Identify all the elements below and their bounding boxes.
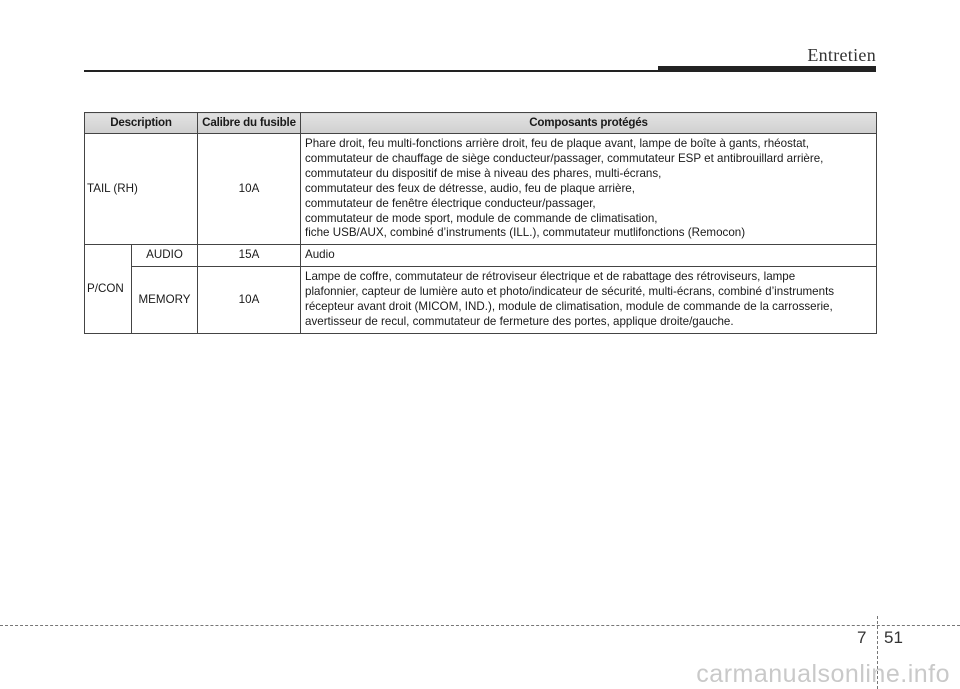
fuse-sub-description: MEMORY (132, 267, 198, 334)
header-fuse-rating: Calibre du fusible (198, 113, 301, 134)
page-number: 51 (884, 628, 903, 647)
component-line: fiche USB/AUX, combiné d’instruments (ILL.), commutateur mutlifonctions (Remocon) (305, 226, 746, 240)
fuse-sub-description: AUDIO (132, 245, 198, 267)
component-line: commutateur de fenêtre électrique conducteur/passager, (305, 196, 596, 210)
watermark: carmanualsonline.info (696, 660, 950, 688)
protected-components (301, 134, 877, 245)
header-rule-accent (658, 66, 876, 72)
table-row (85, 134, 877, 245)
component-line: Phare droit, feu multi-fonctions arrière droit, feu de plaque avant, lampe de boîte à gants, rhéostat, (305, 137, 809, 150)
protected-components (301, 267, 877, 334)
fuse-description: TAIL (RH) (85, 134, 198, 245)
fuse-rating: 15A (198, 245, 301, 267)
component-line: récepteur avant droit (MICOM, IND.), module de climatisation, module de commande de la carrosserie, (305, 300, 833, 314)
table-row (85, 245, 877, 267)
fuse-rating: 10A (198, 134, 301, 245)
fuse-rating: 10A (198, 267, 301, 334)
chapter-number: 7 (857, 628, 867, 647)
footer-rule (0, 625, 960, 626)
fuse-table (84, 112, 877, 334)
component-line: avertisseur de recul, commutateur de fermeture des portes, applique droite/gauche. (305, 314, 734, 328)
table-row (85, 267, 877, 334)
fuse-description: P/CON (85, 245, 132, 334)
component-line: commutateur des feux de détresse, audio, feu de plaque arrière, (305, 181, 635, 195)
header-protected-components: Composants protégés (301, 113, 877, 134)
component-line: commutateur du dispositif de mise à niveau des phares, multi-écrans, (305, 166, 662, 180)
component-line: commutateur de mode sport, module de commande de climatisation, (305, 211, 658, 225)
component-line: commutateur de chauffage de siège conducteur/passager, commutateur ESP et antibrouillard arrière, (305, 151, 824, 165)
table-header-row (85, 113, 877, 134)
component-line: plafonnier, capteur de lumière auto et photo/indicateur de sécurité, multi-écrans, combiné d’instruments (305, 285, 835, 299)
section-title: Entretien (807, 45, 876, 65)
header-rule (84, 70, 660, 72)
component-line: Lampe de coffre, commutateur de rétroviseur électrique et de rabattage des rétroviseurs, lampe (305, 270, 796, 284)
header-description: Description (85, 113, 198, 134)
protected-components (301, 245, 877, 267)
component-line: Audio (305, 248, 335, 262)
